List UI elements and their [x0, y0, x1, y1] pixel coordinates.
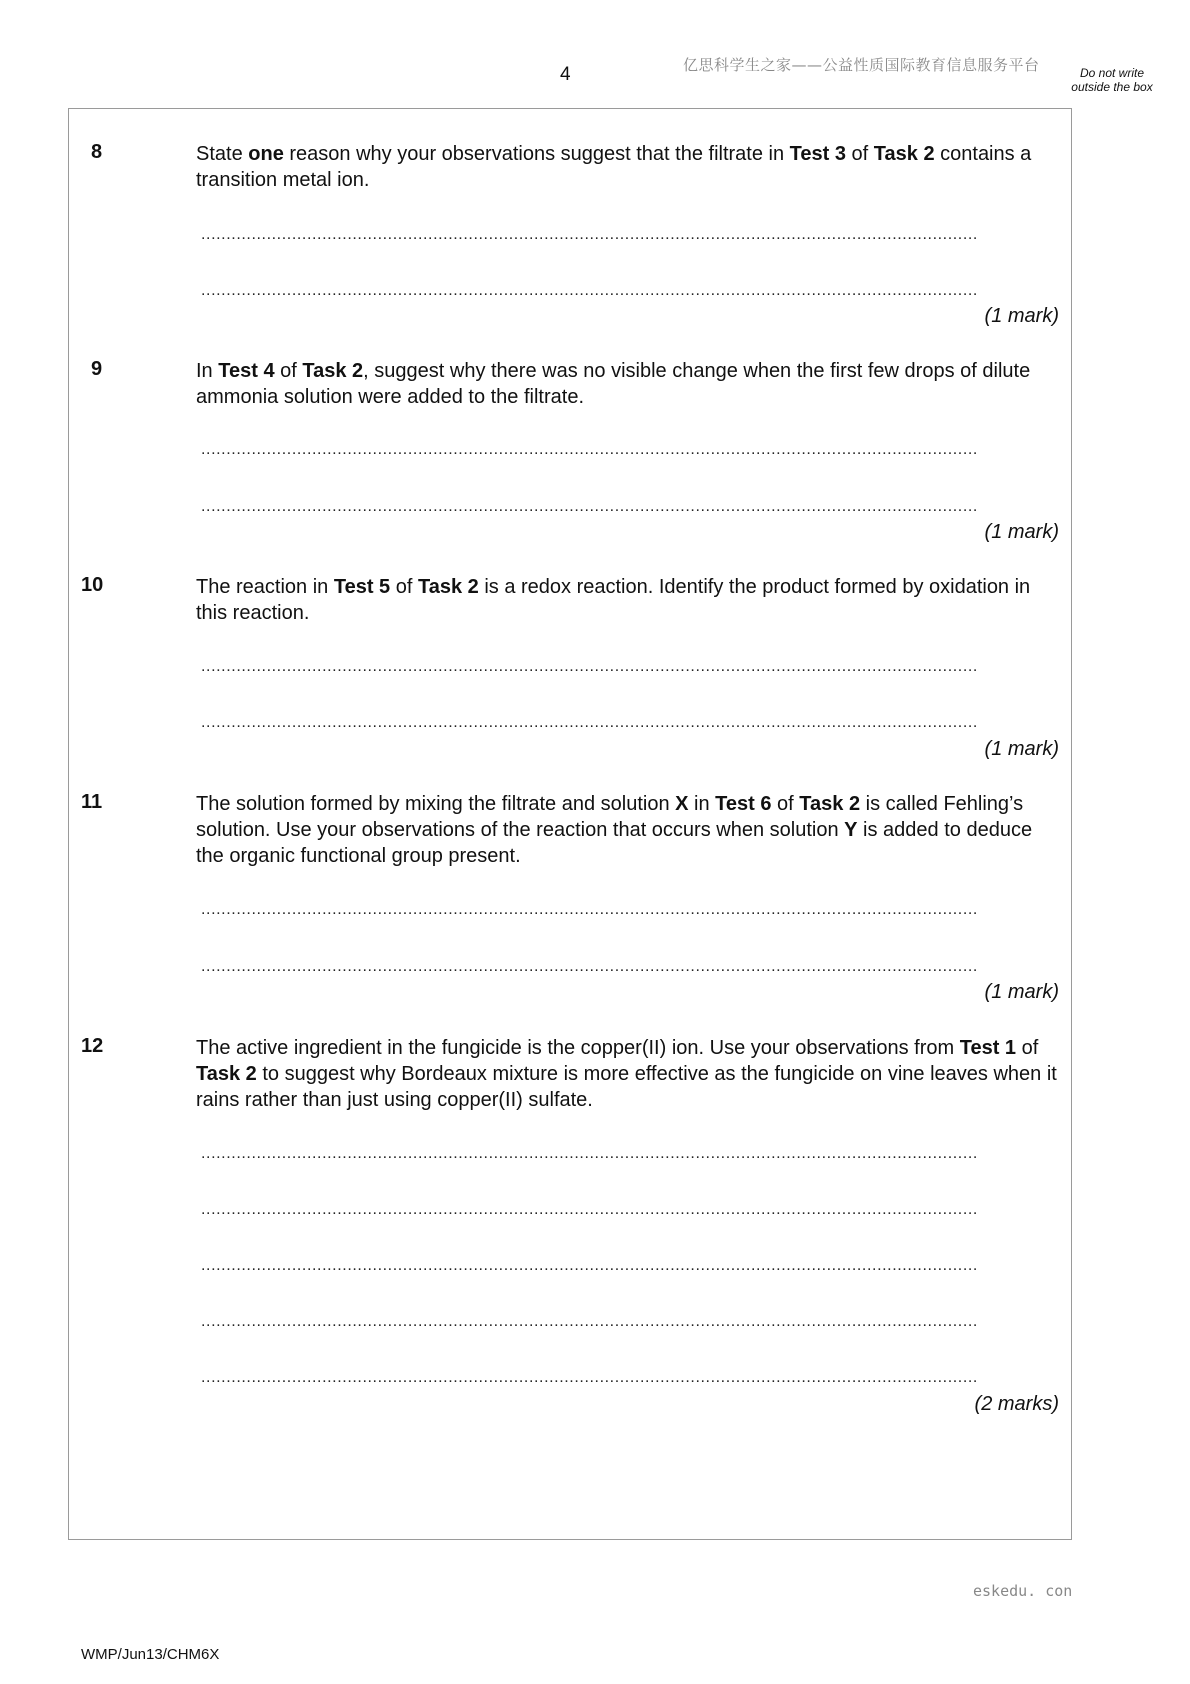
- paper-code: WMP/Jun13/CHM6X: [81, 1646, 220, 1663]
- answer-line[interactable]: ..........................................................................................................................................................: [201, 226, 978, 243]
- answer-line[interactable]: ..........................................................................................................................................................: [201, 901, 978, 918]
- answer-line[interactable]: ..........................................................................................................................................................: [201, 1313, 978, 1330]
- text-run: In: [196, 360, 219, 382]
- answer-line[interactable]: ..........................................................................................................................................................: [201, 498, 978, 515]
- bold-text-run: Test 6: [715, 793, 772, 815]
- question-number: 9: [91, 358, 103, 380]
- answer-line[interactable]: ..........................................................................................................................................................: [201, 658, 978, 675]
- margin-note: Do not write outside the box: [1071, 66, 1153, 94]
- page-number: 4: [560, 64, 571, 85]
- answer-line[interactable]: ..........................................................................................................................................................: [201, 441, 978, 458]
- question-text: [196, 358, 1060, 410]
- bold-text-run: Test 1: [959, 1037, 1017, 1059]
- answer-line[interactable]: ..........................................................................................................................................................: [201, 1369, 978, 1386]
- text-run: of: [846, 143, 874, 165]
- answer-line[interactable]: ..........................................................................................................................................................: [201, 714, 978, 731]
- question-text: [196, 141, 1060, 193]
- question-number: 12: [81, 1035, 104, 1057]
- top-watermark: 亿思科学生之家——公益性质国际教育信息服务平台: [683, 56, 1040, 74]
- text-run: The reaction in: [196, 576, 334, 598]
- bold-text-run: X: [675, 793, 689, 815]
- answer-line[interactable]: ..........................................................................................................................................................: [201, 1201, 978, 1218]
- text-run: of: [274, 360, 303, 382]
- bold-text-run: Task 2: [196, 1063, 257, 1085]
- marks-label: (2 marks): [974, 1393, 1059, 1415]
- question-number: 11: [81, 791, 103, 813]
- text-run: contains a transition metal ion.: [196, 143, 1032, 191]
- question-text: [196, 574, 1060, 626]
- text-run: State: [196, 143, 249, 165]
- bold-text-run: Task 2: [799, 793, 861, 815]
- marks-label: (1 mark): [984, 521, 1059, 543]
- bold-text-run: Test 5: [333, 576, 391, 598]
- text-run: of: [771, 793, 800, 815]
- bottom-watermark: eskedu. con: [973, 1582, 1073, 1600]
- text-run: is called Fehling’s solution. Use your observations of the reaction that occurs when solution: [196, 793, 1024, 841]
- answer-line[interactable]: ..........................................................................................................................................................: [201, 958, 978, 975]
- text-run: of: [390, 576, 418, 598]
- marks-label: (1 mark): [984, 981, 1059, 1003]
- answer-line[interactable]: ..........................................................................................................................................................: [201, 1257, 978, 1274]
- bold-text-run: Task 2: [302, 360, 364, 382]
- question-text: [196, 1035, 1060, 1113]
- text-run: is added to deduce the organic functional group present.: [196, 819, 1033, 867]
- question-number: 10: [81, 574, 104, 596]
- answer-line[interactable]: ..........................................................................................................................................................: [201, 1145, 978, 1162]
- text-run: in: [688, 793, 716, 815]
- bold-text-run: Task 2: [417, 576, 479, 598]
- bold-text-run: one: [248, 143, 284, 165]
- bold-text-run: Task 2: [873, 143, 935, 165]
- text-run: The solution formed by mixing the filtrate and solution: [196, 793, 676, 815]
- answer-line[interactable]: ..........................................................................................................................................................: [201, 282, 978, 299]
- text-run: , suggest why there was no visible change when the first few drops of dilute ammonia solution were added to the filtrate.: [196, 360, 1031, 408]
- text-run: of: [1016, 1037, 1039, 1059]
- text-run: to suggest why Bordeaux mixture is more effective as the fungicide on vine leaves when it rains rather than just using copper(II) sulfate.: [196, 1063, 1057, 1111]
- marks-label: (1 mark): [984, 305, 1059, 327]
- bold-text-run: Test 3: [789, 143, 846, 165]
- text-run: The active ingredient in the fungicide is the copper(II) ion. Use your observations from: [196, 1037, 960, 1059]
- text-run: reason why your observations suggest that the filtrate in: [283, 143, 790, 165]
- question-number: 8: [91, 141, 103, 163]
- text-run: is a redox reaction. Identify the product formed by oxidation in this reaction.: [196, 576, 1031, 624]
- marks-label: (1 mark): [984, 738, 1059, 760]
- bold-text-run: Y: [844, 819, 858, 841]
- question-text: [196, 791, 1060, 869]
- bold-text-run: Test 4: [218, 360, 275, 382]
